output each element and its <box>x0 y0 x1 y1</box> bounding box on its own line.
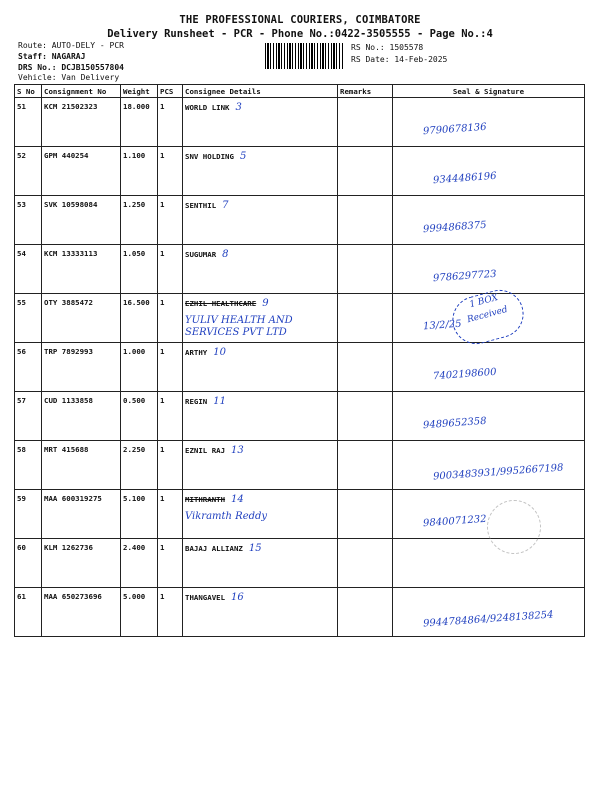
remarks-cell <box>338 588 393 637</box>
consignee-cell <box>183 343 338 392</box>
consignment-cell <box>42 98 121 147</box>
consignee-name: REGIN <box>185 397 208 406</box>
wt-value: 0.500 <box>123 396 146 405</box>
handwritten-consignee: Vikramth Reddy <box>185 511 268 522</box>
weight-cell <box>121 539 158 588</box>
consignee-name: WORLD LINK <box>185 103 230 112</box>
consignment-cell <box>42 147 121 196</box>
handwritten-number: 9 <box>262 298 269 309</box>
consignee-cell <box>183 98 338 147</box>
consignment-cell <box>42 245 121 294</box>
signature-phone: 9003483931/9952667198 <box>432 462 564 483</box>
handwritten-consignee: YULIV HEALTH AND SERVICES PVT LTD <box>185 315 293 338</box>
pcs-cell <box>158 588 183 637</box>
signature-cell <box>393 539 585 588</box>
table-row <box>15 588 585 637</box>
weight-cell <box>121 343 158 392</box>
wt-value: 1.000 <box>123 347 146 356</box>
handwritten-number: 15 <box>248 543 262 554</box>
pcs-value: 1 <box>160 592 165 601</box>
pcs-cell <box>158 392 183 441</box>
signature-phone: 7402198600 <box>432 366 497 383</box>
wt-value: 2.250 <box>123 445 146 454</box>
pcs-value: 1 <box>160 102 165 111</box>
pcs-cell <box>158 196 183 245</box>
consignee-cell <box>183 147 338 196</box>
cn-value: MRT 415688 <box>44 445 89 454</box>
signature-phone: 9786297723 <box>432 268 497 285</box>
signature-cell <box>393 147 585 196</box>
consignment-cell <box>42 441 121 490</box>
sno-cell <box>15 294 42 343</box>
remarks-cell <box>338 98 393 147</box>
sno-value: 59 <box>17 494 26 503</box>
consignment-cell <box>42 588 121 637</box>
pcs-cell <box>158 245 183 294</box>
pcs-cell <box>158 490 183 539</box>
sno-value: 61 <box>17 592 26 601</box>
consignee-cell <box>183 196 338 245</box>
consignment-cell <box>42 490 121 539</box>
drs-info: DRS No.: DCJB150557804 <box>18 63 124 72</box>
vehicle-info: Vehicle: Van Delivery <box>18 73 120 82</box>
cn-value: KCM 21502323 <box>44 102 98 111</box>
cn-value: OTY 3885472 <box>44 298 93 307</box>
remarks-cell <box>338 245 393 294</box>
cn-value: KCM 13333113 <box>44 249 98 258</box>
consignee-cell <box>183 539 338 588</box>
weight-cell <box>121 147 158 196</box>
signature-phone: 9840071232 <box>422 513 487 530</box>
sno-cell <box>15 147 42 196</box>
pcs-cell <box>158 294 183 343</box>
signature-cell <box>393 245 585 294</box>
pcs-value: 1 <box>160 298 165 307</box>
signature-cell <box>393 196 585 245</box>
weight-cell <box>121 490 158 539</box>
col-pcs: PCS <box>158 85 183 98</box>
sno-cell <box>15 196 42 245</box>
sno-value: 55 <box>17 298 26 307</box>
handwritten-number: 13 <box>231 445 244 456</box>
sno-cell <box>15 588 42 637</box>
remarks-cell <box>338 441 393 490</box>
consignee-cell <box>183 245 338 294</box>
table-row <box>15 147 585 196</box>
staff-info: Staff: NAGARAJ <box>18 52 86 61</box>
cn-value: SVK 10598084 <box>44 200 98 209</box>
col-consignee: Consignee Details <box>183 85 338 98</box>
col-consignment: Consignment No <box>42 85 121 98</box>
cn-value: MAA 600319275 <box>44 494 102 503</box>
handwritten-number: 14 <box>231 494 244 505</box>
table-row <box>15 343 585 392</box>
sno-value: 56 <box>17 347 26 356</box>
consignee-name: BAJAJ ALLIANZ <box>185 544 243 553</box>
weight-cell <box>121 245 158 294</box>
handwritten-number: 10 <box>213 347 226 358</box>
sno-cell <box>15 441 42 490</box>
sno-cell <box>15 245 42 294</box>
col-signature: Seal & Signature <box>393 85 585 98</box>
wt-value: 18.000 <box>123 102 150 111</box>
consignee-cell <box>183 294 338 343</box>
signature-cell <box>393 392 585 441</box>
remarks-cell <box>338 392 393 441</box>
remarks-cell <box>338 196 393 245</box>
cn-value: KLM 1262736 <box>44 543 93 552</box>
table-row <box>15 98 585 147</box>
consignee-name: THANGAVEL <box>185 593 226 602</box>
sno-cell <box>15 539 42 588</box>
remarks-cell <box>338 343 393 392</box>
weight-cell <box>121 196 158 245</box>
pcs-cell <box>158 441 183 490</box>
signature-phone: 9790678136 <box>422 121 487 138</box>
remarks-cell <box>338 294 393 343</box>
remarks-cell <box>338 147 393 196</box>
pcs-cell <box>158 343 183 392</box>
consignee-name: SENTHIL <box>185 201 217 210</box>
signature-cell <box>393 98 585 147</box>
table-header-row <box>15 85 585 98</box>
sno-value: 51 <box>17 102 26 111</box>
sno-value: 60 <box>17 543 26 552</box>
rs-number: RS No.: 1505578 <box>351 43 424 52</box>
consignment-cell <box>42 539 121 588</box>
consignee-cell <box>183 441 338 490</box>
company-title: THE PROFESSIONAL COURIERS, COIMBATORE <box>179 14 421 26</box>
consignee-name: ARTHY <box>185 348 208 357</box>
sno-cell <box>15 343 42 392</box>
wt-value: 1.100 <box>123 151 146 160</box>
sno-value: 58 <box>17 445 26 454</box>
route-info: Route: AUTO-DELY - PCR <box>18 41 124 50</box>
consignee-cell <box>183 392 338 441</box>
pcs-value: 1 <box>160 543 165 552</box>
handwritten-number: 3 <box>235 102 242 113</box>
pcs-cell <box>158 147 183 196</box>
pcs-cell <box>158 539 183 588</box>
pcs-value: 1 <box>160 200 165 209</box>
consignee-name: SUGUMAR <box>185 250 217 259</box>
signature-phone: 9489652358 <box>422 415 487 432</box>
cn-value: GPM 440254 <box>44 151 89 160</box>
table-row <box>15 392 585 441</box>
weight-cell <box>121 294 158 343</box>
sno-value: 57 <box>17 396 26 405</box>
wt-value: 1.250 <box>123 200 146 209</box>
pcs-value: 1 <box>160 249 165 258</box>
signature-phone: 9994868375 <box>422 219 487 236</box>
consignee-name: EZNIL RAJ <box>185 446 226 455</box>
col-sno: S No <box>15 85 42 98</box>
sno-value: 54 <box>17 249 26 258</box>
sno-value: 52 <box>17 151 26 160</box>
consignee-name: MITHRANTH <box>185 495 226 504</box>
consignment-cell <box>42 343 121 392</box>
signature-cell <box>393 441 585 490</box>
signature-phone: 9344486196 <box>432 170 497 187</box>
pcs-cell <box>158 98 183 147</box>
col-remarks: Remarks <box>338 85 393 98</box>
runsheet-subtitle: Delivery Runsheet - PCR - Phone No.:0422-3505555 - Page No.:4 <box>107 28 493 40</box>
weight-cell <box>121 441 158 490</box>
wt-value: 16.500 <box>123 298 150 307</box>
consignment-cell <box>42 294 121 343</box>
pcs-value: 1 <box>160 347 165 356</box>
col-weight: Weight <box>121 85 158 98</box>
handwritten-number: 11 <box>213 396 226 407</box>
received-stamp: 1 BOX Received <box>447 285 529 350</box>
wt-value: 2.400 <box>123 543 146 552</box>
signature-phone: 9944784864/9248138254 <box>422 609 554 630</box>
consignee-name: SNV HOLDING <box>185 152 234 161</box>
handwritten-number: 16 <box>231 592 244 603</box>
cn-value: TRP 7892993 <box>44 347 93 356</box>
pcs-value: 1 <box>160 494 165 503</box>
consignment-cell <box>42 392 121 441</box>
table-row <box>15 196 585 245</box>
pcs-value: 1 <box>160 445 165 454</box>
table-row <box>15 245 585 294</box>
signature-cell <box>393 588 585 637</box>
weight-cell <box>121 98 158 147</box>
wt-value: 1.050 <box>123 249 146 258</box>
handwritten-number: 5 <box>239 151 247 162</box>
consignee-name: EZHIL HEALTHCARE <box>185 299 257 308</box>
remarks-cell <box>338 490 393 539</box>
sno-value: 53 <box>17 200 26 209</box>
consignee-cell <box>183 588 338 637</box>
sno-cell <box>15 98 42 147</box>
cn-value: CUD 1133858 <box>44 396 93 405</box>
table-row <box>15 441 585 490</box>
wt-value: 5.100 <box>123 494 146 503</box>
remarks-cell <box>338 539 393 588</box>
sno-cell <box>15 490 42 539</box>
wt-value: 5.000 <box>123 592 146 601</box>
pcs-value: 1 <box>160 396 165 405</box>
weight-cell <box>121 392 158 441</box>
rs-date: RS Date: 14-Feb-2025 <box>351 55 448 64</box>
pcs-value: 1 <box>160 151 165 160</box>
handwritten-number: 7 <box>222 200 229 211</box>
cn-value: MAA 650273696 <box>44 592 102 601</box>
consignment-cell <box>42 196 121 245</box>
runsheet-table <box>14 84 585 637</box>
weight-cell <box>121 588 158 637</box>
signature-phone: 13/2/25 <box>422 318 462 333</box>
barcode-image <box>265 43 343 69</box>
consignee-cell <box>183 490 338 539</box>
handwritten-number: 8 <box>222 249 229 260</box>
signature-cell <box>393 343 585 392</box>
faded-seal <box>487 500 541 554</box>
sno-cell <box>15 392 42 441</box>
